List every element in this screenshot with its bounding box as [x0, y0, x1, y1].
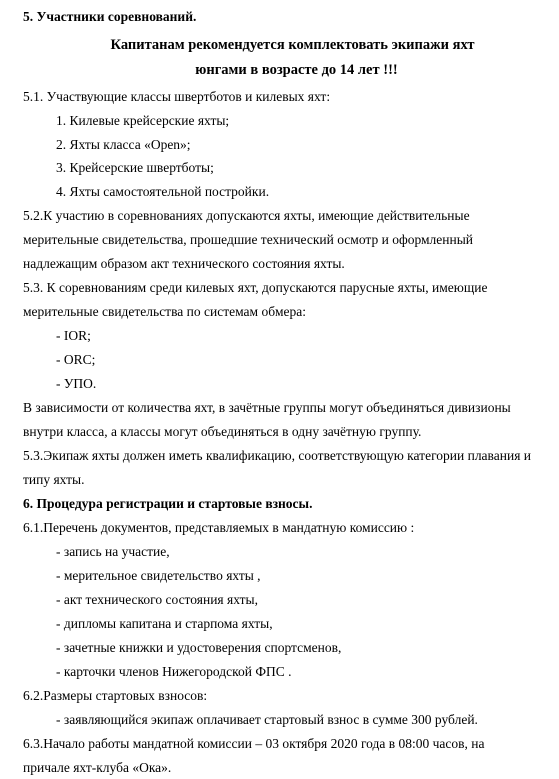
class-item: 4. Яхты самостоятельной постройки.: [56, 184, 270, 199]
document-item: - запись на участие,: [56, 544, 170, 559]
paragraph-6-2: 6.2.Размеры стартовых взносов:: [23, 688, 208, 703]
class-item: 3. Крейсерские швертботы;: [56, 160, 214, 175]
class-item: 2. Яхты класса «Open»;: [56, 137, 191, 152]
paragraph-5-3-line: мерительные свидетельства по системам обмера:: [23, 304, 306, 319]
fee-item: - заявляющийся экипаж оплачивает стартовый взнос в сумме 300 рублей.: [56, 712, 478, 727]
section-5-heading: 5. Участники соревнований.: [23, 9, 197, 24]
paragraph-groups-line: внутри класса, а классы могут объединяться в одну зачётную группу.: [23, 424, 422, 439]
notice-line-2: юнгами в возрасте до 14 лет !!!: [195, 62, 398, 78]
document-item: - дипломы капитана и старпома яхты,: [56, 616, 273, 631]
document-item: - акт технического состояния яхты,: [56, 592, 258, 607]
paragraph-5-3-line: 5.3. К соревнованиям среди килевых яхт, допускаются парусные яхты, имеющие: [23, 280, 488, 295]
notice-line-1: Капитанам рекомендуется комплектовать экипажи яхт: [110, 37, 475, 53]
document-item: - карточки членов Нижегородской ФПС .: [56, 664, 292, 679]
system-item: - УПО.: [56, 376, 97, 391]
paragraph-5-2-line: надлежащим образом акт технического состояния яхты.: [23, 256, 345, 271]
class-item: 1. Килевые крейсерские яхты;: [56, 113, 230, 128]
paragraph-5-2-line: мерительные свидетельства, прошедшие технический осмотр и оформленный: [23, 232, 474, 247]
paragraph-6-3-line: 6.3.Начало работы мандатной комиссии – 03 октября 2020 года в 08:00 часов, на: [23, 736, 485, 751]
paragraph-5-3b-line: типу яхты.: [23, 472, 85, 487]
paragraph-groups-line: В зависимости от количества яхт, в зачётные группы могут объединяться дивизионы: [23, 400, 511, 415]
paragraph-5-1: 5.1. Участвующие классы швертботов и килевых яхт:: [23, 89, 331, 104]
system-item: - ORC;: [56, 352, 96, 367]
system-item: - IOR;: [56, 328, 91, 343]
paragraph-6-1: 6.1.Перечень документов, представляемых в мандатную комиссию :: [23, 520, 415, 535]
document-item: - мерительное свидетельство яхты ,: [56, 568, 261, 583]
paragraph-5-3b-line: 5.3.Экипаж яхты должен иметь квалификацию, соответствующую категории плавания и: [23, 448, 531, 463]
document-item: - зачетные книжки и удостоверения спортсменов,: [56, 640, 342, 655]
paragraph-6-3-line: причале яхт-клуба «Ока».: [23, 760, 172, 775]
section-6-heading: 6. Процедура регистрации и стартовые взносы.: [23, 496, 313, 511]
paragraph-5-2-line: 5.2.К участию в соревнованиях допускаются яхты, имеющие действительные: [23, 208, 470, 223]
